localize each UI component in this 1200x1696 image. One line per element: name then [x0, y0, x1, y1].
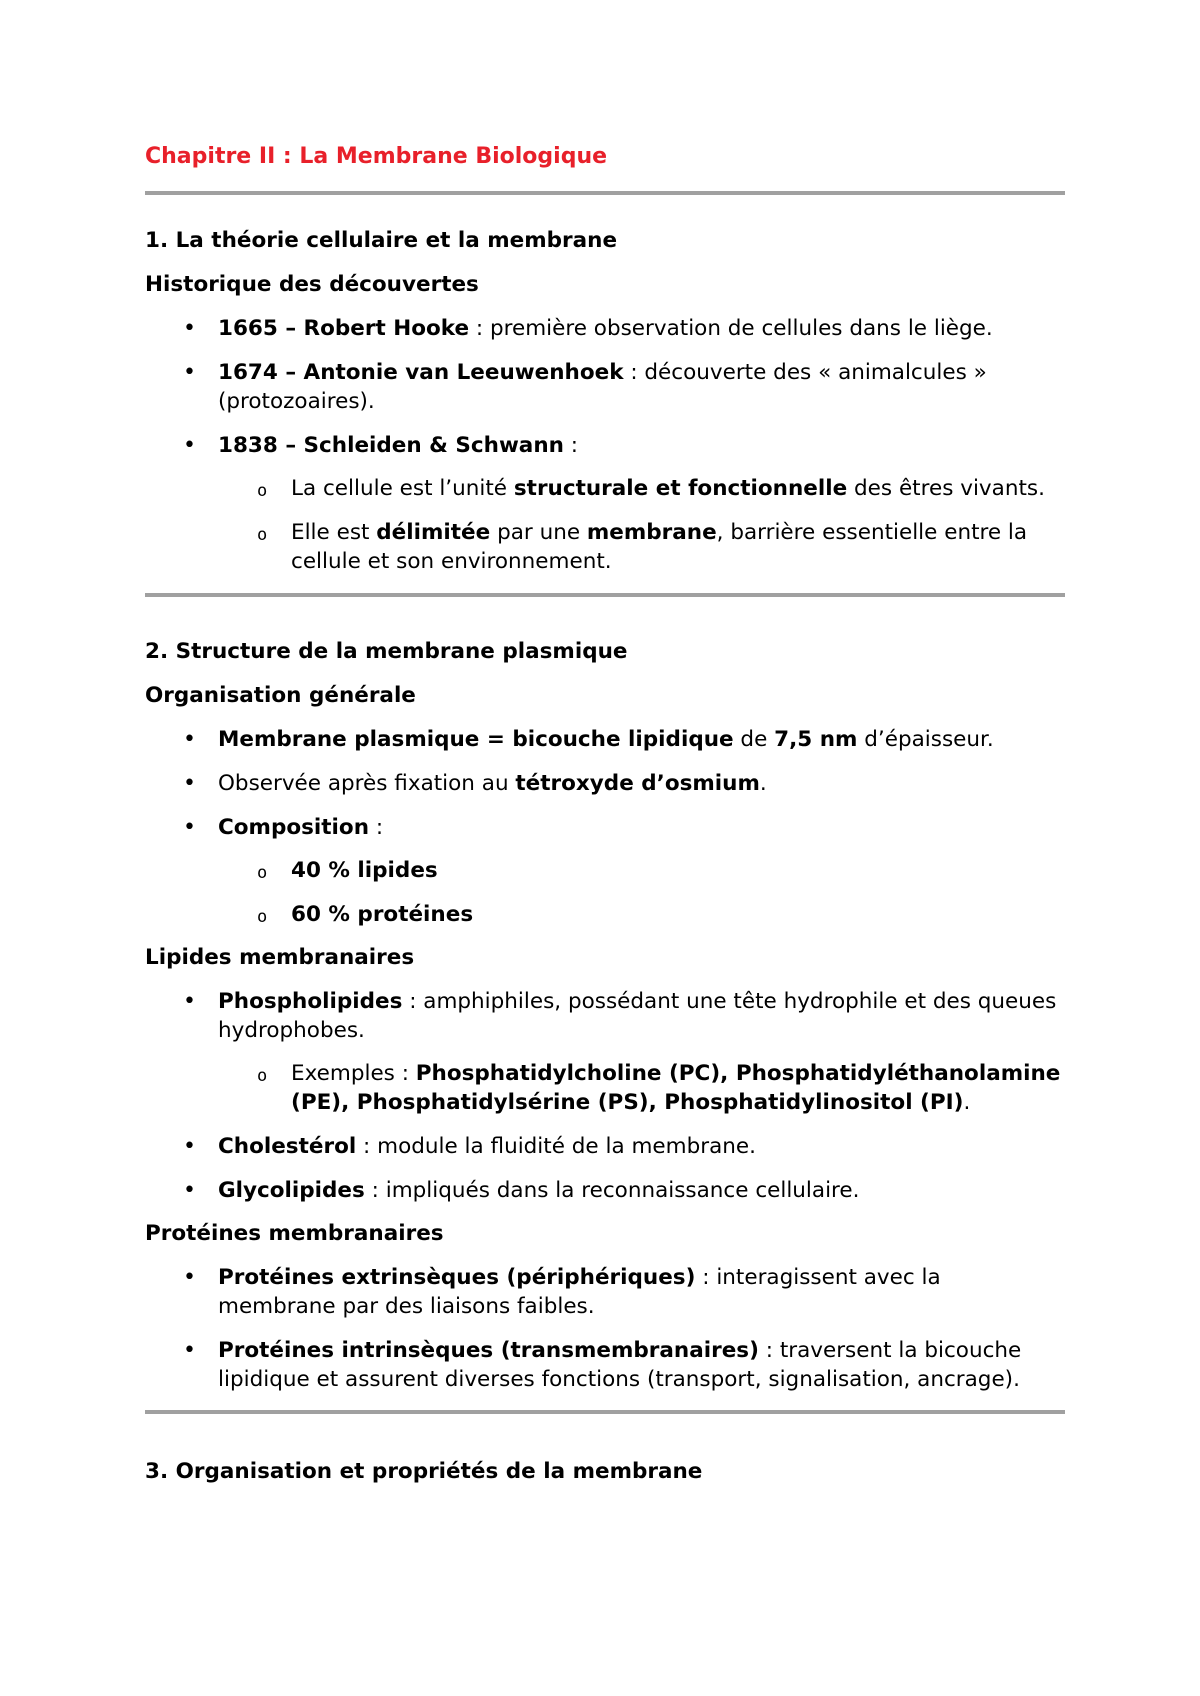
item-text: , barrière essentielle entre la cellule et son environnement.	[291, 520, 1028, 574]
item-text: Observée après fixation au	[218, 771, 516, 796]
bullet-icon: •	[183, 771, 196, 796]
list-item	[145, 769, 1065, 798]
sub-bullet-icon: o	[257, 1066, 268, 1086]
sub-list-item	[218, 518, 1065, 576]
section-title-2: 2. Structure de la membrane plasmique	[145, 639, 628, 664]
item-term: 1674 – Antonie van Leeuwenhoek	[218, 360, 624, 385]
list-item	[145, 358, 1065, 416]
sub-bullet-icon: o	[257, 525, 268, 545]
subheading-proteines: Protéines membranaires	[145, 1221, 444, 1246]
subheading-lipides: Lipides membranaires	[145, 945, 415, 970]
item-term: membrane	[586, 520, 717, 545]
horizontal-divider	[145, 593, 1065, 597]
bullet-icon: •	[183, 1178, 196, 1203]
sub-list-item	[218, 474, 1065, 503]
item-text: :	[563, 433, 579, 458]
sub-bullet-icon: o	[257, 481, 268, 501]
item-text: d’épaisseur.	[857, 727, 994, 752]
sub-list-item	[218, 900, 1065, 929]
sub-list	[218, 1059, 1065, 1117]
item-text: par une	[490, 520, 587, 545]
proteines-list	[145, 1263, 1065, 1394]
item-term: tétroxyde d’osmium	[515, 771, 760, 796]
list-item	[145, 1176, 1065, 1205]
subheading-organisation: Organisation générale	[145, 683, 416, 708]
bullet-icon: •	[183, 815, 196, 840]
history-list	[145, 314, 1065, 576]
list-item	[145, 987, 1065, 1117]
bullet-icon: •	[183, 316, 196, 341]
list-item	[145, 431, 1065, 576]
bullet-icon: •	[183, 1134, 196, 1159]
item-text: : amphiphiles, possédant une tête hydrophile et des queues hydrophobes.	[218, 989, 1057, 1043]
bullet-icon: •	[183, 360, 196, 385]
bullet-icon: •	[183, 1338, 196, 1363]
item-text: : interagissent avec la membrane par des liaisons faibles.	[218, 1265, 941, 1319]
organisation-list	[145, 725, 1065, 929]
sub-bullet-icon: o	[257, 863, 268, 883]
bullet-icon: •	[183, 727, 196, 752]
lipides-list	[145, 987, 1065, 1205]
bullet-icon: •	[183, 1265, 196, 1290]
item-term: Protéines extrinsèques (périphériques)	[218, 1265, 696, 1290]
item-text: : découverte des « animalcules » (protozoaires).	[218, 360, 987, 414]
item-term: Glycolipides	[218, 1178, 365, 1203]
item-term: 40 % lipides	[291, 858, 438, 883]
item-text: : module la fluidité de la membrane.	[356, 1134, 756, 1159]
section-title-3: 3. Organisation et propriétés de la membrane	[145, 1459, 703, 1484]
bullet-icon: •	[183, 433, 196, 458]
item-text: La cellule est l’unité	[291, 476, 514, 501]
item-text: de	[733, 727, 775, 752]
sub-list-item	[218, 856, 1065, 885]
list-item	[145, 725, 1065, 754]
item-term: Phosphatidylcholine (PC), Phosphatidyléthanolamine (PE), Phosphatidylsérine (PS), Phosphatidylinositol (PI)	[291, 1061, 1061, 1115]
item-text: Elle est	[291, 520, 377, 545]
item-term: Phospholipides	[218, 989, 403, 1014]
item-text: .	[759, 771, 767, 796]
sub-list	[218, 474, 1065, 576]
horizontal-divider	[145, 191, 1065, 195]
item-term: Cholestérol	[218, 1134, 357, 1159]
item-term: Membrane plasmique = bicouche lipidique	[218, 727, 734, 752]
subheading-historique: Historique des découvertes	[145, 272, 479, 297]
sub-list	[218, 856, 1065, 929]
item-term: 1838 – Schleiden & Schwann	[218, 433, 564, 458]
document-content	[145, 142, 1065, 1487]
list-item	[145, 813, 1065, 929]
bullet-icon: •	[183, 989, 196, 1014]
item-term: Composition	[218, 815, 370, 840]
sub-bullet-icon: o	[257, 907, 268, 927]
sub-list-item	[218, 1059, 1065, 1117]
item-text: : impliqués dans la reconnaissance cellulaire.	[364, 1178, 860, 1203]
item-term: Protéines intrinsèques (transmembranaires)	[218, 1338, 759, 1363]
item-text: :	[369, 815, 384, 840]
list-item	[145, 1132, 1065, 1161]
item-text: .	[963, 1090, 971, 1115]
item-term: délimitée	[376, 520, 491, 545]
list-item	[145, 314, 1065, 343]
item-text: Exemples :	[291, 1061, 416, 1086]
item-term: 60 % protéines	[291, 902, 474, 927]
item-term: structurale et fonctionnelle	[513, 476, 848, 501]
chapter-title: Chapitre II : La Membrane Biologique	[145, 144, 608, 169]
item-term: 1665 – Robert Hooke	[218, 316, 470, 341]
section-title-1: 1. La théorie cellulaire et la membrane	[145, 228, 618, 253]
item-term: 7,5 nm	[774, 727, 858, 752]
list-item	[145, 1336, 1065, 1394]
item-text: des êtres vivants.	[847, 476, 1045, 501]
item-text: : première observation de cellules dans le liège.	[469, 316, 993, 341]
item-text: : traversent la bicouche lipidique et assurent diverses fonctions (transport, signalisation, ancrage).	[218, 1338, 1022, 1392]
horizontal-divider	[145, 1410, 1065, 1414]
list-item	[145, 1263, 1065, 1321]
